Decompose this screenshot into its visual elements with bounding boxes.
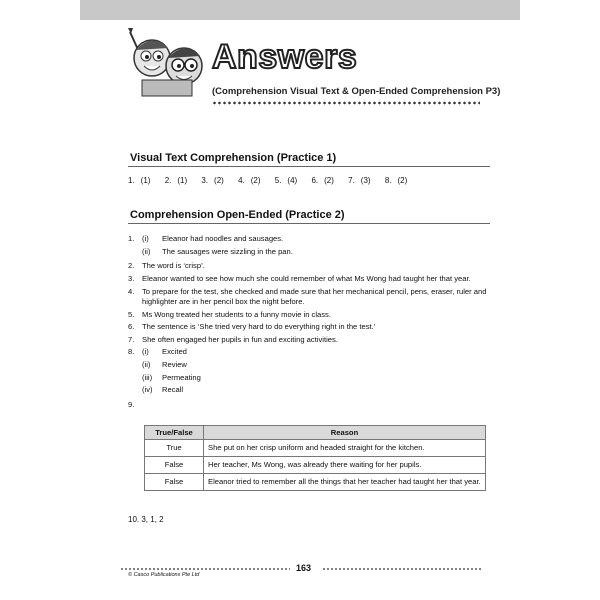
mcq-answers — [128, 176, 419, 185]
open-ended-answers — [128, 234, 490, 413]
table-row — [145, 440, 486, 457]
answer-4: 4. To prepare for the test, she checked and made sure that her mechanical pencil, pens, eraser, ruler and highlighter are in her pencil box the night before. — [128, 286, 487, 306]
answer-9: 9. — [128, 399, 135, 409]
page-number: 163 — [296, 563, 312, 573]
mcq-item: 3. (2) — [201, 176, 224, 185]
section-heading-visual-text: Visual Text Comprehension (Practice 1) — [130, 152, 337, 164]
top-banner — [80, 0, 520, 20]
footer-divider — [322, 566, 482, 572]
mcq-item: 2. (1) — [164, 176, 188, 185]
column-header: True/False — [145, 426, 204, 440]
table-cell: False — [145, 457, 204, 474]
divider — [128, 223, 490, 224]
answer-10: 10. 3, 1, 2 — [128, 515, 164, 524]
page-title: Answers — [212, 38, 358, 76]
answer-7: 7. She often engaged her pupils in fun and exciting activities. — [128, 334, 338, 344]
mcq-item: 8. (2) — [384, 176, 408, 185]
column-header: Reason — [204, 426, 486, 440]
answer-3: 3. Eleanor wanted to see how much she could remember of what Ms Wong had taught her that year. — [128, 273, 471, 283]
true-false-table — [144, 425, 486, 491]
table-row — [145, 457, 486, 474]
table-cell: False — [145, 474, 204, 491]
copyright-notice: © Casco Publications Pte Ltd — [128, 572, 200, 578]
divider — [128, 166, 490, 167]
dotted-divider — [212, 100, 480, 106]
table-cell: True — [145, 440, 204, 457]
mcq-item: 5. (4) — [274, 176, 298, 185]
page-subtitle: (Comprehension Visual Text & Open-Ended Comprehension P3) — [212, 86, 501, 97]
table-cell: Her teacher, Ms Wong, was already there waiting for her pupils. — [204, 457, 486, 474]
mcq-item: 7. (3) — [348, 176, 371, 185]
table-cell: Eleanor tried to remember all the things that her teacher had taught her that year. — [204, 474, 486, 491]
table-header-row — [145, 426, 486, 440]
table-row — [145, 474, 486, 491]
table-cell: She put on her crisp uniform and headed straight for the kitchen. — [204, 440, 486, 457]
mcq-item: 6. (2) — [311, 176, 334, 185]
answer-5: 5. Ms Wong treated her students to a funny movie in class. — [128, 309, 331, 319]
answer-8: 8. (i) Excited (ii) Review (iii) Permeating (iv) Recall — [128, 347, 201, 395]
answer-6: 6. The sentence is ‘She tried very hard to do everything right in the test.’ — [128, 322, 376, 332]
mascot-illustration — [122, 28, 212, 98]
answer-1: 1. (i) Eleanor had noodles and sausages. (ii) The sausages were sizzling in the pan. — [128, 234, 293, 256]
answer-2: 2. The word is ‘crisp’. — [128, 261, 205, 271]
section-heading-open-ended: Comprehension Open-Ended (Practice 2) — [130, 209, 345, 221]
mcq-item: 4. (2) — [238, 176, 261, 185]
mcq-item: 1. (1) — [128, 176, 151, 185]
